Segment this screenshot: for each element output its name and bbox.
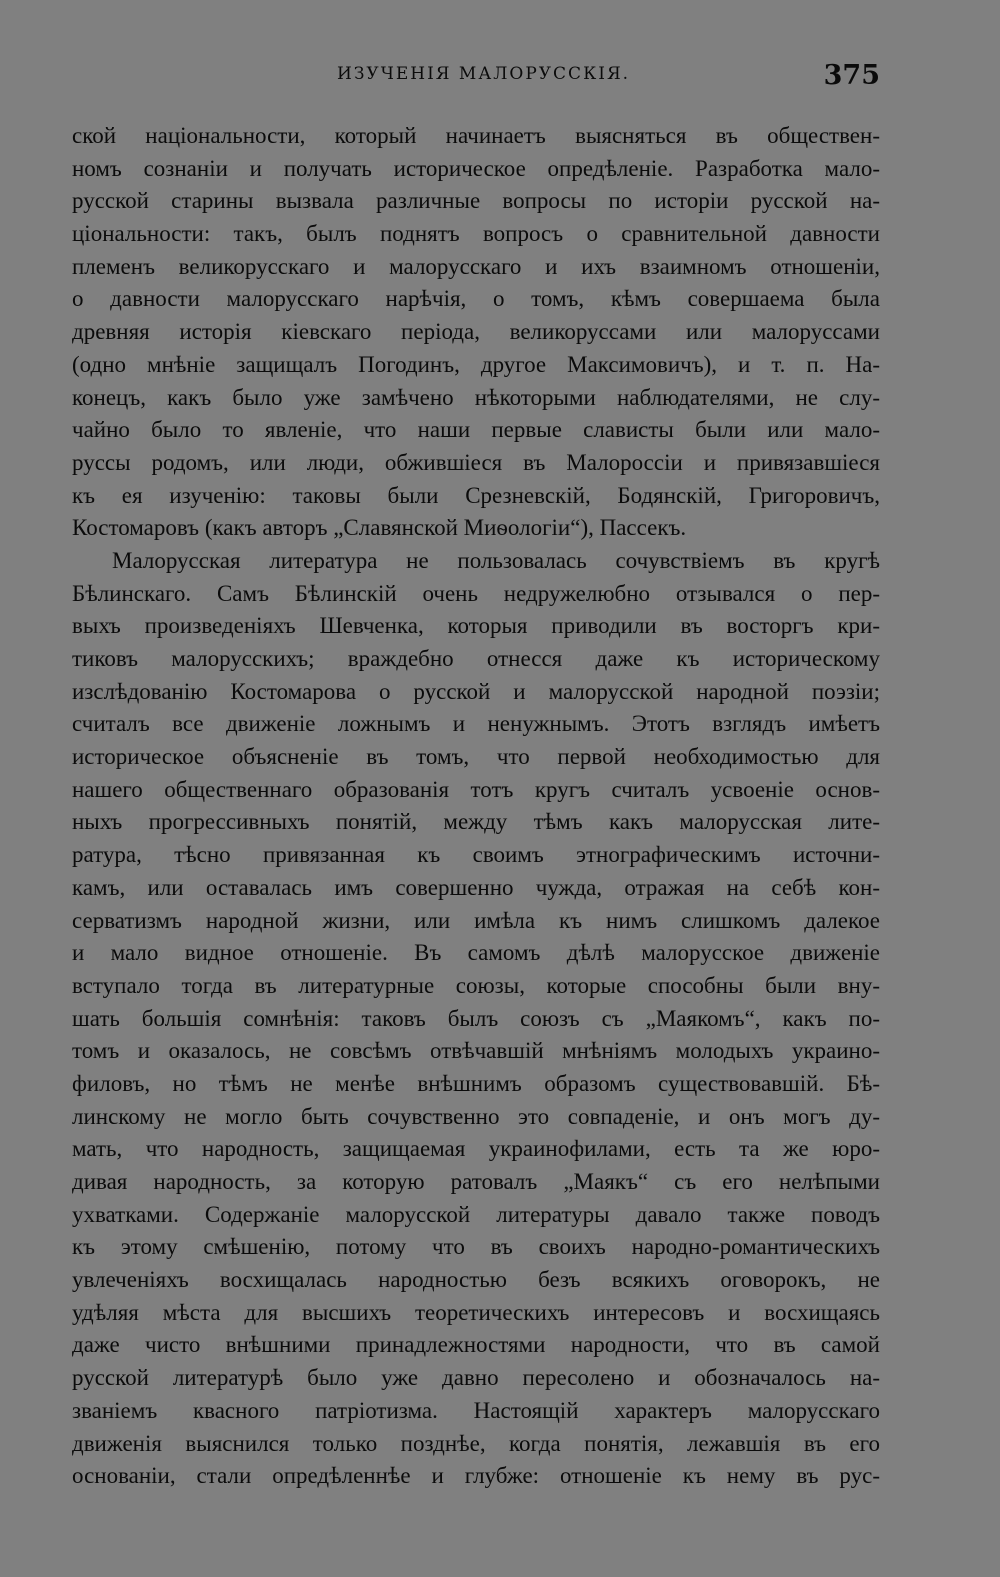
text-line: ціональности: такъ, былъ поднятъ вопросъ о сравнительной давности <box>72 221 880 247</box>
text-line: мать, что народность, защищаемая украинофилами, есть та же юро- <box>72 1136 880 1162</box>
body-text <box>72 120 880 1493</box>
text-line: о давности малорусскаго нарѣчія, о томъ, кѣмъ совершаема была <box>72 286 880 312</box>
text-line: къ ея изученію: таковы были Срезневскій, Бодянскій, Григоровичъ, <box>72 482 880 508</box>
text-line: изслѣдованію Костомарова о русской и малорусской народной поэзіи; <box>72 678 880 704</box>
text-line: званіемъ квасного патріотизма. Настоящій характеръ малорусскаго <box>72 1397 880 1423</box>
text-line: руссы родомъ, или люди, обжившіеся въ Малороссіи и привязавшіеся <box>72 449 880 475</box>
text-line: Бѣлинскаго. Самъ Бѣлинскій очень недружелюбно отзывался о пер- <box>72 580 880 606</box>
text-line: русской старины вызвала различные вопросы по исторіи русской на- <box>72 188 880 214</box>
text-line: камъ, или оставалась имъ совершенно чужда, отражая на себѣ кон- <box>72 874 880 900</box>
text-line: томъ и оказалось, не совсѣмъ отвѣчавшій мнѣніямъ молодыхъ украино- <box>72 1038 880 1064</box>
text-line: выхъ произведеніяхъ Шевченка, которыя приводили въ восторгъ кри- <box>72 613 880 639</box>
page-header <box>72 60 880 100</box>
text-line: дивая народность, за которую ратовалъ „Маякъ“ съ его нелѣпыми <box>72 1169 880 1194</box>
text-line: къ этому смѣшенію, потому что въ своихъ народно-романтическихъ <box>72 1234 880 1260</box>
running-title: ИЗУЧЕНІЯ МАЛОРУССКІЯ. <box>337 64 631 84</box>
text-line: ской національности, который начинаетъ выясняться въ обществен- <box>72 123 880 148</box>
text-line: основаніи, стали опредѣленнѣе и глубже: отношеніе къ нему въ рус- <box>72 1463 880 1489</box>
text-line: филовъ, но тѣмъ не менѣе внѣшнимъ образомъ существовавшій. Бѣ- <box>72 1070 880 1096</box>
text-line: Малорусская литература не пользовалась сочувствіемъ въ кругѣ <box>112 547 880 573</box>
page-number: 375 <box>823 60 880 91</box>
text-line: увлеченіяхъ восхищалась народностью безъ всякихъ оговорокъ, не <box>72 1267 880 1293</box>
text-line: Костомаровъ (какъ авторъ „Славянской Миѳологіи“), Пассекъ. <box>72 515 687 541</box>
text-line: номъ сознаніи и получать историческое опредѣленіе. Разработка мало- <box>72 155 880 181</box>
text-line: ратура, тѣсно привязанная къ своимъ этнографическимъ источни- <box>72 842 880 868</box>
text-line: нашего общественнаго образованія тотъ кругъ считалъ усвоеніе основ- <box>72 776 880 802</box>
text-line: и мало видное отношеніе. Въ самомъ дѣлѣ малорусское движеніе <box>72 940 880 966</box>
text-line: линскому не могло быть сочувственно это совпаденіе, и онъ могъ ду- <box>72 1103 880 1129</box>
text-line: шать большія сомнѣнія: таковъ былъ союзъ съ „Маякомъ“, какъ по- <box>72 1005 880 1031</box>
text-line: считалъ все движеніе ложнымъ и ненужнымъ. Этотъ взглядъ имѣетъ <box>72 711 880 737</box>
text-line: конецъ, какъ было уже замѣчено нѣкоторыми наблюдателями, не слу- <box>72 384 880 410</box>
text-line: движенія выяснился только позднѣе, когда понятія, лежавшія въ его <box>72 1430 880 1456</box>
text-line: ухватками. Содержаніе малорусской литературы давало также поводъ <box>72 1201 880 1227</box>
text-line: ныхъ прогрессивныхъ понятій, между тѣмъ какъ малорусская лите- <box>72 809 880 835</box>
text-line: племенъ великорусскаго и малорусскаго и ихъ взаимномъ отношеніи, <box>72 253 880 279</box>
text-line: тиковъ малорусскихъ; враждебно отнесся даже къ историческому <box>72 646 880 671</box>
text-line: серватизмъ народной жизни, или имѣла къ нимъ слишкомъ далекое <box>72 907 880 933</box>
text-line: удѣляя мѣста для высшихъ теоретическихъ интересовъ и восхищаясь <box>72 1299 880 1325</box>
text-line: (одно мнѣніе защищалъ Погодинъ, другое Максимовичъ), и т. п. На- <box>72 351 880 377</box>
text-line: вступало тогда въ литературные союзы, которые способны были вну- <box>72 972 880 998</box>
text-line: древняя исторія кіевскаго періода, великоруссами или малоруссами <box>72 319 880 345</box>
text-line: даже чисто внѣшними принадлежностями народности, что въ самой <box>72 1332 880 1358</box>
text-line: историческое объясненіе въ томъ, что первой необходимостью для <box>72 744 880 770</box>
text-line: чайно было то явленіе, что наши первые слависты были или мало- <box>72 417 880 443</box>
text-line: русской литературѣ было уже давно пересолено и обозначалось на- <box>72 1365 880 1391</box>
